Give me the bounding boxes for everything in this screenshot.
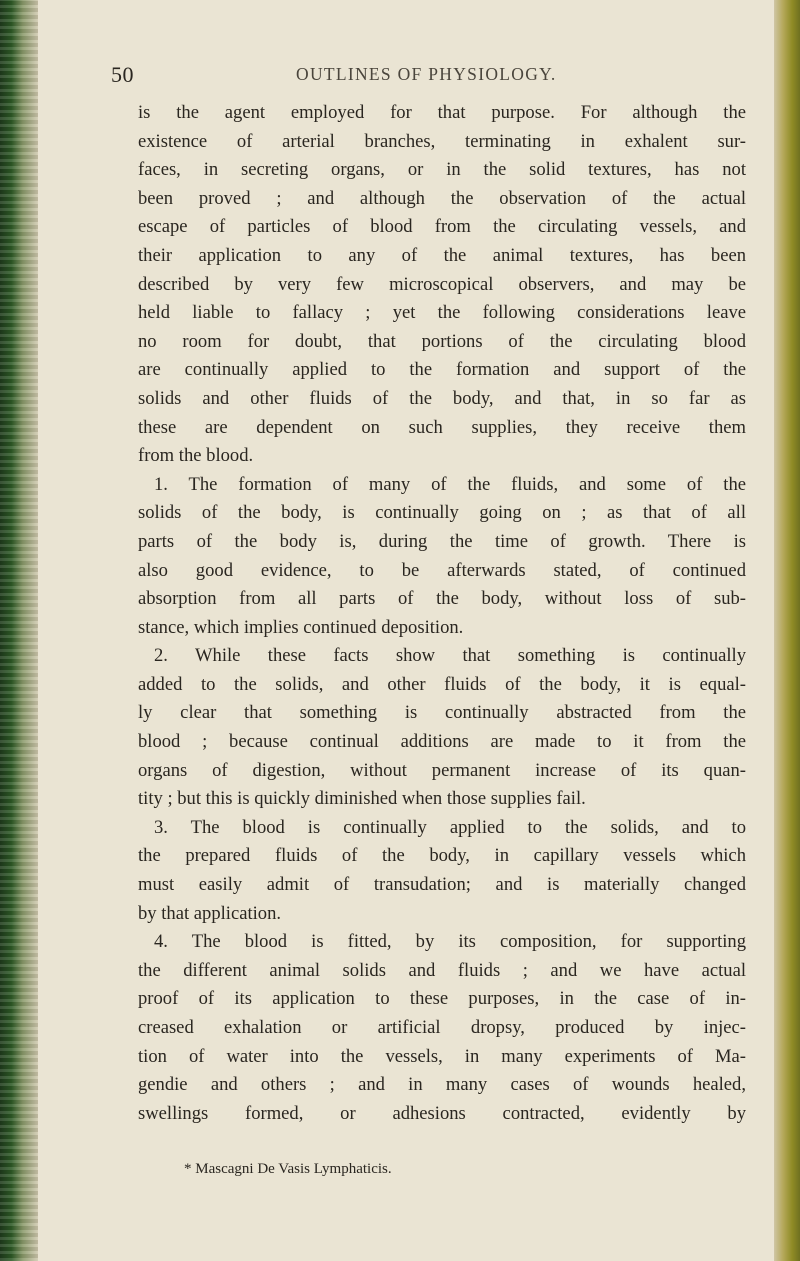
text-line: held liable to fallacy ; yet the following considerations leave bbox=[138, 302, 746, 324]
text-line: 1. The formation of many of the fluids, and some of the bbox=[154, 473, 746, 495]
text-line: by that application. bbox=[138, 902, 282, 924]
text-line: existence of arterial branches, terminating in exhalent sur- bbox=[138, 130, 746, 152]
text-line: must easily admit of transudation; and is materially changed bbox=[138, 874, 746, 896]
running-title: OUTLINES OF PHYSIOLOGY. bbox=[296, 64, 557, 84]
page-number: 50 bbox=[111, 62, 134, 87]
text-line: is the agent employed for that purpose. For although the bbox=[138, 102, 746, 123]
book-binding-edge bbox=[0, 0, 38, 1261]
text-line: are continually applied to the formation and support of the bbox=[138, 359, 746, 381]
text-line: these are dependent on such supplies, they receive them bbox=[138, 416, 746, 438]
text-line: solids of the body, is continually going on ; as that of all bbox=[138, 502, 746, 524]
text-line: also good evidence, to be afterwards stated, of continued bbox=[138, 559, 746, 581]
text-line: no room for doubt, that portions of the circulating blood bbox=[138, 330, 746, 352]
text-line: faces, in secreting organs, or in the solid textures, has not bbox=[138, 159, 746, 181]
text-line: solids and other fluids of the body, and that, in so far as bbox=[138, 387, 746, 409]
text-line: stance, which implies continued deposition. bbox=[138, 616, 464, 638]
text-line: ly clear that something is continually abstracted from the bbox=[138, 702, 746, 724]
book-page bbox=[38, 0, 774, 1261]
text-line: gendie and others ; and in many cases of wounds healed, bbox=[138, 1074, 746, 1096]
text-line: parts of the body is, during the time of growth. There is bbox=[138, 530, 746, 552]
text-line: the different animal solids and fluids ; and we have actual bbox=[138, 959, 746, 981]
text-line: 3. The blood is continually applied to the solids, and to bbox=[154, 816, 746, 838]
text-line: organs of digestion, without permanent increase of its quan- bbox=[138, 759, 746, 781]
text-line: escape of particles of blood from the circulating vessels, and bbox=[138, 216, 746, 238]
text-line: described by very few microscopical observers, and may be bbox=[138, 273, 746, 295]
text-line: from the blood. bbox=[138, 445, 254, 467]
text-line: absorption from all parts of the body, without loss of sub- bbox=[138, 588, 746, 610]
text-line: 4. The blood is fitted, by its composition, for supporting bbox=[154, 931, 746, 953]
text-line: creased exhalation or artificial dropsy, produced by injec- bbox=[138, 1017, 746, 1038]
text-line: swellings formed, or adhesions contracted, evidently by bbox=[138, 1102, 746, 1124]
text-line: 2. While these facts show that something is continually bbox=[154, 645, 746, 667]
text-line: tity ; but this is quickly diminished when those supplies fail. bbox=[138, 788, 586, 810]
footnote: * Mascagni De Vasis Lymphaticis. bbox=[184, 1161, 392, 1177]
text-line: proof of its application to these purposes, in the case of in- bbox=[138, 988, 746, 1010]
text-line: blood ; because continual additions are made to it from the bbox=[138, 731, 746, 753]
text-line: tion of water into the vessels, in many experiments of Ma- bbox=[138, 1045, 746, 1067]
text-line: their application to any of the animal textures, has been bbox=[138, 244, 746, 266]
running-header bbox=[38, 62, 774, 88]
text-line: the prepared fluids of the body, in capillary vessels which bbox=[138, 845, 746, 867]
page-edge bbox=[774, 0, 800, 1261]
text-line: added to the solids, and other fluids of the body, it is equal- bbox=[138, 673, 746, 695]
body-text bbox=[138, 99, 746, 1128]
text-line: been proved ; and although the observation of the actual bbox=[138, 187, 746, 209]
